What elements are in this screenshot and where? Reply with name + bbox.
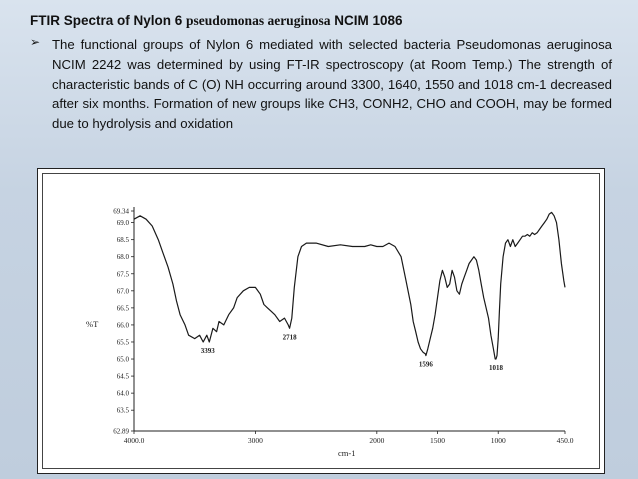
- ftir-chart: [38, 169, 604, 473]
- peak-label: 3393: [200, 346, 215, 355]
- peak-label: 1596: [418, 360, 433, 369]
- peak-labels: [201, 333, 504, 372]
- y-axis-label: %T: [86, 319, 99, 329]
- x-axis-ticks: [124, 431, 574, 445]
- x-tick-label: 2000: [369, 436, 385, 445]
- x-tick-label: 4000.0: [123, 436, 145, 445]
- y-tick-label: 68.5: [116, 236, 129, 245]
- y-axis-ticks: [113, 208, 134, 436]
- y-tick-label: 63.5: [116, 406, 129, 415]
- y-tick-label: 69.0: [116, 219, 129, 228]
- y-tick-label: 66.0: [116, 321, 129, 330]
- y-tick-label: 64.0: [116, 389, 129, 398]
- y-tick-label: 69.34: [113, 207, 129, 216]
- slide-title: [30, 13, 403, 29]
- bullet-item: [30, 35, 612, 134]
- x-tick-label: 1500: [430, 436, 446, 445]
- y-tick-label: 64.5: [116, 372, 129, 381]
- peak-label: 1018: [489, 364, 504, 373]
- title-suffix: NCIM 1086: [334, 13, 403, 28]
- title-organism: pseudomonas aeruginosa: [186, 13, 331, 28]
- peak-label: 2718: [282, 333, 297, 342]
- spectrum-figure: [37, 168, 605, 474]
- y-tick-label: 65.5: [116, 338, 129, 347]
- y-tick-label: 67.0: [116, 287, 129, 296]
- x-axis-label: cm-1: [338, 448, 356, 458]
- arrow-bullet-icon: ➢: [30, 35, 41, 49]
- chart-axes: [134, 207, 565, 431]
- y-tick-label: 68.0: [116, 253, 129, 262]
- x-tick-label: 3000: [247, 436, 263, 445]
- y-tick-label: 66.5: [116, 304, 129, 313]
- y-tick-label: 62.89: [113, 427, 129, 436]
- title-prefix: FTIR Spectra of Nylon 6: [30, 13, 183, 28]
- y-tick-label: 67.5: [116, 270, 129, 279]
- bullet-paragraph: The functional groups of Nylon 6 mediated with selected bacteria Pseudomonas aeruginosa NCIM 2242 was determined by using FT-IR spectroscopy (at Room Temp.) The strength of characteristic bands of C (O) NH occurring around 3300, 1640, 1550 and 1018 cm-1 decreased after six months. Formation of new groups like CH3, CONH2, CHO and COOH, may be formed due to hydrolysis and oxidation: [52, 37, 612, 132]
- series-line: [134, 212, 565, 359]
- x-tick-label: 450.0: [556, 436, 574, 445]
- y-tick-label: 65.0: [116, 355, 129, 364]
- x-tick-label: 1000: [490, 436, 506, 445]
